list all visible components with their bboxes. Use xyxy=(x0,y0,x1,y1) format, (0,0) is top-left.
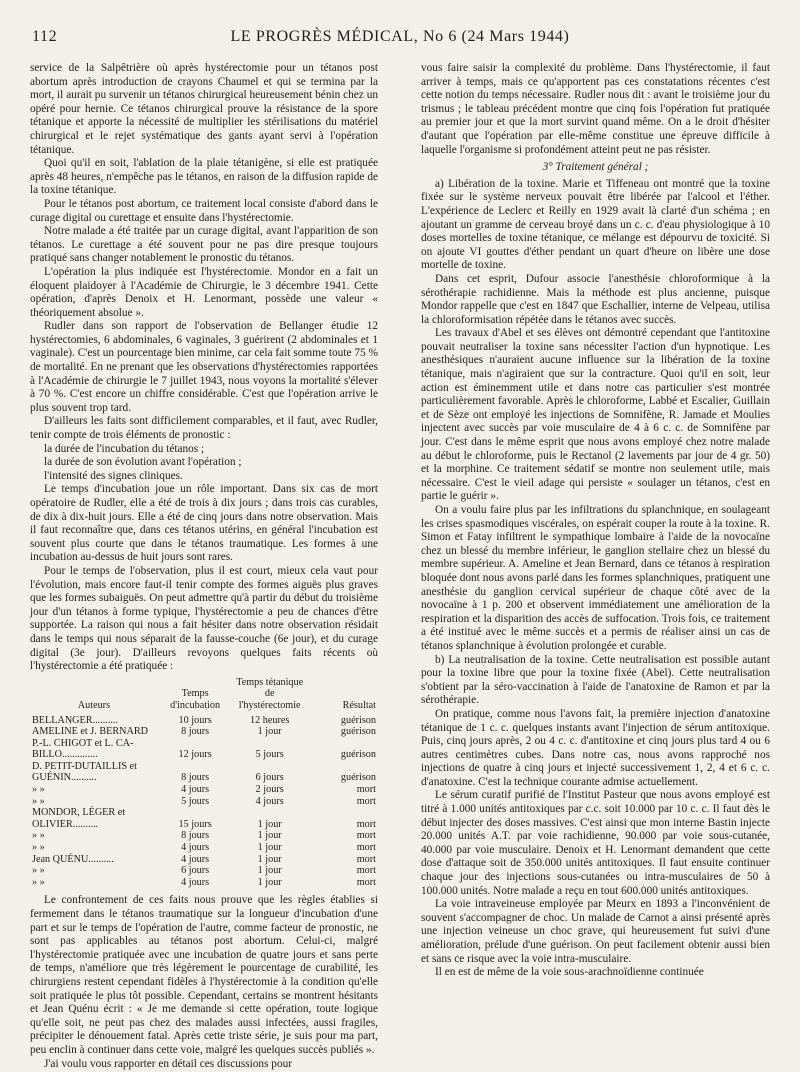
cell-incubation: 10 jours xyxy=(178,714,212,726)
cell-result: mort xyxy=(356,865,376,877)
right-column xyxy=(421,62,770,980)
table-header-row xyxy=(30,677,378,715)
paragraph: Dans cet esprit, Dufour associe l'anesthésie chloroformique à la sérothérapie rachidienne. Mais la méthode est plus ancienne, puisque Mondor rappelle que c'est en 1847 que Eschallier, interne de Velpeau, utilisa la chloroformisation répétée dans le tétanos avec succès. xyxy=(421,272,770,326)
table-row xyxy=(30,842,378,854)
table-row xyxy=(30,819,378,831)
paragraph: Le confrontement de ces faits nous prouve que les règles établies si fermement dans le tétanos traumatique sur la longueur d'incubation d'une part et sur le temps de l'opération de l'autre, comme facteur de pronostic, ne sont pas applicables au tétanos post abortum. Celui-ci, malgré l'hystérectomie pratiquée avec une incubation de quatre jours et sans perte de temps, n'améliore que très légèrement le pourcentage de curabilité, les chirurgiens restent cependant fidèles à l'hystérectomie à la condition qu'elle soit pratiquée le plus tôt possible. Cependant, certains se montrent hésitants et Jean Quénu écrit : « Je me demande si cette opération, toute logique qu'elle soit, ne peut pas chez des malades aussi infectées, aussi fragiles, précipiter le dénouement fatal. Après cette triste série, je suis pour ma part, peu enclin à continuer dans cette voie, malgré les quelques succès publiés ». xyxy=(30,894,378,1056)
table-row xyxy=(30,784,378,796)
paragraph: La voie intraveineuse employée par Meurx en 1893 a l'inconvénient de souvent s'accompagner de choc. Un malade de Carnot a ainsi présenté après une injection veineuse un choc grave, qui heureusement fut suivi d'une amélioration, prélude d'une guérison. On peut facilement obtenir aussi bien et sans ce risque avec la voie intra-musculaire. xyxy=(421,898,770,965)
cell-result xyxy=(307,761,378,773)
cell-author: AMELINE et J. BERNARD xyxy=(32,726,149,738)
paragraph: Le temps d'incubation joue un rôle important. Dans six cas de mort opératoire de Rudler, elle a été de trois à dix jours ; dans trois cas curables, de dix à dix-huit jours. Elle a été de cinq jours dans notre observation. Mais il faut reconnaître que, dans ces tétanos utérins, en général l'incubation est souvent plus courte que dans le tétanos traumatique. Les formes à une incubation au-dessus de huit jours sont rares. xyxy=(30,483,378,564)
cell-author: MONDOR, LÉGER et xyxy=(32,807,126,819)
cell-tetanic-time: 5 jours xyxy=(255,749,284,761)
cell-incubation: 4 jours xyxy=(181,784,210,796)
paragraph: D'ailleurs les faits sont difficilement comparables, et il faut, avec Rudler, tenir compte de trois éléments de pronostic : xyxy=(30,415,378,442)
cell-tetanic-time xyxy=(232,738,307,750)
cell-author: » » xyxy=(32,795,45,807)
paragraph: L'opération la plus indiquée est l'hystérectomie. Mondor en a fait un éloquent plaidoyer à l'Académie de Chirurgie, le 3 décembre 1941. Cette opération, d'après Denoix et H. Lenormant, possède une valeur « théoriquement absolue ». xyxy=(30,265,378,319)
cell-tetanic-time: 1 jour xyxy=(257,876,282,888)
paragraph: Quoi qu'il en soit, l'ablation de la plaie tétanigène, si elle est pratiquée après 48 heures, n'empêche pas le tétanos, en raison de la diffusion rapide de la toxine tétanique. xyxy=(30,157,378,197)
cell-result xyxy=(307,738,378,750)
paragraph: Rudler dans son rapport de l'observation de Bellanger étudie 12 hystérectomies, 6 abdominales, 6 vaginales, 3 guérirent (2 abdominales et 1 vaginale). C'est un pourcentage bien minime, car cela fait somme toute 75 % de mortalité. En ne prenant que les observations d'hystérectomies rapportées à l'Académie de chirurgie le 7 juillet 1943, nous voyons la mortalité s'élever à 70 %. C'est encore un chiffre considérable. C'est que l'opération arrive le plus souvent trop tard. xyxy=(30,320,378,414)
cell-incubation: 15 jours xyxy=(178,818,212,830)
cell-tetanic-time: 12 heures xyxy=(250,714,290,726)
cell-tetanic-time: 1 jour xyxy=(257,853,282,865)
cell-author: » » xyxy=(32,842,45,854)
page-number: 112 xyxy=(32,28,58,45)
table-row xyxy=(30,772,378,784)
table-body xyxy=(30,715,378,889)
paragraph: J'ai voulu vous rapporter en détail ces discussions pour xyxy=(44,1057,293,1070)
cell-author: P.-L. CHIGOT et L. CA- xyxy=(32,737,134,749)
paragraph: b) La neutralisation de la toxine. Cette neutralisation est possible autant pour la toxine libre que pour la toxine fixée (Abel). Cette neutralisation s'obtient par la séro-vaccination à l'aide de l'anatoxine de Ramon et par la sérothérapie. xyxy=(421,653,770,707)
list-item: la durée de son évolution avant l'opération ; xyxy=(44,456,242,469)
cell-tetanic-time xyxy=(232,807,307,819)
column-header-result: Résultat xyxy=(342,699,376,711)
list-item: l'intensité des signes cliniques. xyxy=(44,469,183,482)
cell-tetanic-time: 1 jour xyxy=(257,865,282,877)
cell-result xyxy=(307,807,378,819)
column-header-incubation: Temps d'incubation xyxy=(170,688,221,711)
paragraph: Pour le tétanos post abortum, ce traitement local consiste d'abord dans le curage digital ou curettage et ensuite dans l'hystérectomie. xyxy=(30,197,378,224)
list-item: la durée de l'incubation du tétanos ; xyxy=(44,442,205,455)
cell-tetanic-time: 1 jour xyxy=(257,842,282,854)
cell-result: guérison xyxy=(340,749,376,761)
column-header-authors: Auteurs xyxy=(77,699,111,711)
cell-result: mort xyxy=(356,853,376,865)
table-row xyxy=(30,807,378,819)
cell-author: » » xyxy=(32,876,45,888)
cell-result: mort xyxy=(356,842,376,854)
cell-incubation: 4 jours xyxy=(181,853,210,865)
cell-tetanic-time: 1 jour xyxy=(257,830,282,842)
paragraph: Le sérum curatif purifié de l'Institut Pasteur que nous avons employé est titré à 1.000 unités antitoxiques par c.c. soit 10.000 par 10 c. c. Il faut dès le début injecter des doses massives. C'est ainsi que mon interne Bastin injecte 20.000 unités A.T. par voie rachidienne, 90.000 par voie sous-cutanée, 40.000 par voie musculaire. Denoix et H. Lenormant demandent que cette dose d'attaque soit de 350.000 unités antitoxiques. Il faut ensuite continuer chaque jour des injections sous-cutanées ou intra-musculaires de 50 à 100.000 unités. Notre malade a reçu en tout 600.000 unités antitoxiques. xyxy=(421,789,770,897)
cell-tetanic-time: 1 jour xyxy=(257,818,282,830)
cell-author: » » xyxy=(32,865,45,877)
cell-tetanic-time: 4 jours xyxy=(255,795,284,807)
cell-incubation: 8 jours xyxy=(181,726,210,738)
paragraph: Pour le temps de l'observation, plus il est court, mieux cela vaut pour l'évolution, mais encore faut-il tenir compte des formes aiguës plus graves que les formes subaiguës. On peut admettre qu'à partir du début du troisième jour d'un tétanos à forme typique, l'hystérectomie a peu de chances d'être supportée. La raison qui nous a fait hésiter dans notre observation résidait dans le temps qui nous séparait de la fausse-couche (6e jour), et du curage digital (3e jour). D'ailleurs revoyons quelques faits récents où l'hystérectomie a été pratiquée : xyxy=(30,564,378,673)
paragraph: Les travaux d'Abel et ses élèves ont démontré cependant que l'antitoxine pouvait neutraliser la toxine sans nécessiter l'action d'un hypnotique. Les anesthésiques n'auraient aucune influence sur la libération de la toxine tétanique, mais n'agiraient que sur la contracture. Quoi qu'il en soit, leur action est éminemment utile et dans notre cas particulier s'est montrée particulièrement favorable. Après le chloroforme, Labbé et Escalier, Guillain et de Sèze ont employé les injections de Somnifène, R. Jamade et Moulies injectent avec succès par voie musculaire de 4 à 6 c. c. de Somnifène par jour. C'est dans le même esprit que nous avons employé chez notre malade au début le chloroforme, puis le Rectanol (2 lavements par jour de 4 gr. 50) et la morphine. Ce traitement sédatif se montre non seulement utile, mais nécessaire. C'est le vieil adage qui persiste « soulager un tétanos, c'est en partie le guérir ». xyxy=(421,327,770,503)
cell-incubation: 4 jours xyxy=(181,876,210,888)
cell-result: mort xyxy=(356,795,376,807)
cell-author: BELLANGER.......... xyxy=(32,714,119,726)
cell-incubation: 12 jours xyxy=(178,749,212,761)
cell-incubation: 8 jours xyxy=(181,772,210,784)
running-title: LE PROGRÈS MÉDICAL, No 6 (24 Mars 1944) xyxy=(230,28,570,45)
cell-tetanic-time xyxy=(232,761,307,773)
cell-incubation xyxy=(158,738,233,750)
cell-author: OLIVIER.......... xyxy=(32,818,99,830)
left-column xyxy=(30,62,378,1071)
cell-incubation: 5 jours xyxy=(181,795,210,807)
cell-result: guérison xyxy=(340,714,376,726)
paragraph: vous faire saisir la complexité du problème. Dans l'hystérectomie, il faut arriver à temps, mais ce qu'apportent pas ces constatations récentes c'est cette notion du temps nécessaire. Rudler nous dit : avant le troisième jour du trismus ; le tableau précédent montre que cinq fois l'opération fut pratiquée au premier jour et que la mort survint quand même. On a le droit d'hésiter d'autant que l'opération par elle-même constitue une épreuve difficile à laquelle l'organisme si profondément atteint peut ne pas résister. xyxy=(421,62,770,156)
table-row xyxy=(30,761,378,773)
hysterectomy-table xyxy=(30,677,378,889)
paragraph: On pratique, comme nous l'avons fait, la première injection d'anatoxine tétanique de 1 c. c. quelques instants avant l'injection de sérum antitoxique. Puis, cinq jours après, 2 ou 4 c. c. d'antitoxine et cinq jours plus tard 4 ou 6 autres centimètres cubes. Dans notre cas, nous avons rapproché nos injections de quatre à cinq jours et injecté successivement 1, 2, 4 et 6 c. c. d'anatoxine. C'est la technique courante admise actuellement. xyxy=(421,707,770,788)
cell-author: » » xyxy=(32,830,45,842)
table-row xyxy=(30,796,378,808)
table-row xyxy=(30,738,378,750)
cell-incubation xyxy=(158,761,233,773)
cell-author: » » xyxy=(32,784,45,796)
table-row xyxy=(30,715,378,727)
cell-result: guérison xyxy=(340,726,376,738)
cell-author: GUÉNIN.......... xyxy=(32,772,97,784)
cell-author: BILLO.............. xyxy=(32,749,98,761)
cell-result: mort xyxy=(356,818,376,830)
table-row xyxy=(30,749,378,761)
cell-author: D. PETIT-DUTAILLIS et xyxy=(32,760,137,772)
cell-incubation: 4 jours xyxy=(181,842,210,854)
paragraph: service de la Salpêtrière où après hystérectomie pour un tétanos post abortum après introduction de crayons Chaumel et qui se termina par la mort, il aurait pu survenir un tétanos chirurgical heureusement bénin chez un opéré pour hernie. Ce tétanos chirurgical prouve la résistance de la spore tétanique et apporte la nécessité de multiplier les stérilisations du matériel chirurgical et le rejet systématique des gants ayant servi à l'opération tétanique. xyxy=(30,62,378,156)
table-row xyxy=(30,726,378,738)
cell-incubation: 6 jours xyxy=(181,865,210,877)
cell-result: mort xyxy=(356,876,376,888)
cell-result: mort xyxy=(356,830,376,842)
cell-incubation: 8 jours xyxy=(181,830,210,842)
section-heading-text: 3° Traitement général ; xyxy=(542,161,649,174)
table-row xyxy=(30,854,378,866)
paragraph: Notre malade a été traitée par un curage digital, avant l'apparition de son tétanos. Le curettage a été souvent pour ne pas dire presque toujours pratiqué sans changer notablement le pronostic du tétanos. xyxy=(30,225,378,265)
running-header xyxy=(30,28,770,48)
paragraph: Il en est de même de la voie sous-arachnoïdienne continuée xyxy=(435,966,704,979)
paragraph: a) Libération de la toxine. Marie et Tiffeneau ont montré que la toxine fixée sur le système nerveux pouvait être libérée par l'alcool et l'éther. L'expérience de Leclerc et Reilly en 1929 avait là clarté d'un schéma ; en ajoutant un gramme de cerveau broyé dans un c. c. d'eau physiologique à 10 doses mortelles de toxine tétanique, ce mélange est dépourvu de toxicité. Si on ajoute VI gouttes d'éther pendant un quart d'heure on libère une dose mortelle de toxine. xyxy=(421,177,770,272)
cell-result: mort xyxy=(356,784,376,796)
section-heading xyxy=(421,161,770,175)
cell-result: guérison xyxy=(340,772,376,784)
cell-tetanic-time: 1 jour xyxy=(257,726,282,738)
table-row xyxy=(30,830,378,842)
paragraph: On a voulu faire plus par les infiltrations du splanchnique, en soulageant les crises spasmodiques viscérales, on espérait couper la route à la toxine. R. Simon et Fatay infiltrent le sympathique lombaire à l'aide de la novocaïne chez un blessé du membre inférieur, le ganglion stellaire chez un blessé du membre supérieur. A. Ameline et Jean Bernard, dans ce tétanos à respiration bloquée dont nous avons parlé dans les formes splanchniques, pratiquent une anesthésie du ganglion cervical supérieur de chaque côté avec de la novocaïne à 1 p. 200 et observent immédiatement une amélioration de la respiration et la disparition des accès de suffocation. Trois fois, ce traitement a été institué avec le même succès et a permis de réaliser ainsi un cas de tétanos splanchnique à évolution prolongée et curable. xyxy=(421,504,770,652)
column-header-tetanic-time: Temps tétanique de l'hystérectomie xyxy=(236,676,304,711)
cell-tetanic-time: 2 jours xyxy=(255,784,284,796)
cell-tetanic-time: 6 jours xyxy=(255,772,284,784)
table-row xyxy=(30,865,378,877)
cell-author: Jean QUÉNU.......... xyxy=(32,853,114,865)
table-row xyxy=(30,877,378,889)
cell-incubation xyxy=(158,807,233,819)
